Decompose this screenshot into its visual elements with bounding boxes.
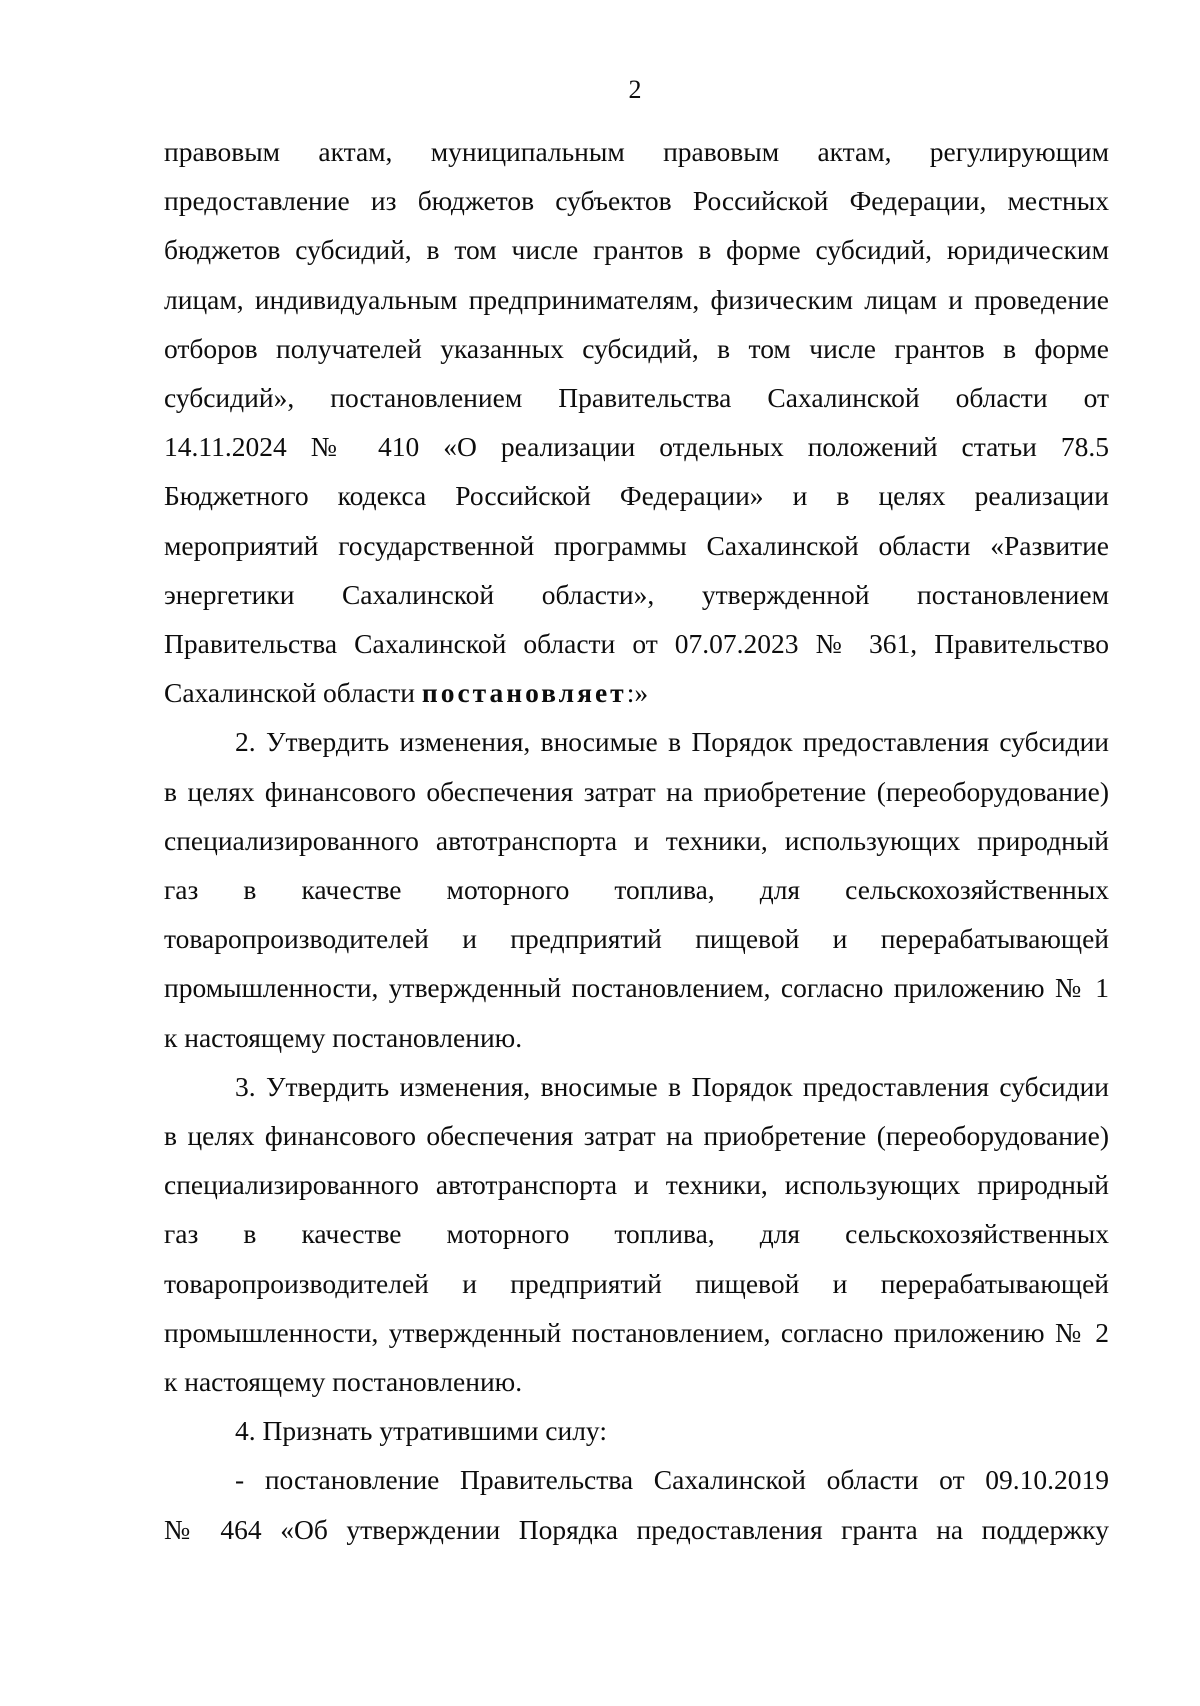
text-line [164, 963, 1109, 1012]
line-text: субсидий», постановлением Правительства Сахалинской области от [164, 382, 1109, 414]
text-line [164, 1357, 1109, 1406]
line-text: в целях финансового обеспечения затрат на приобретение (переоборудование) [164, 775, 1109, 807]
line-text: специализированного автотранспорта и техники, использующих природный [164, 824, 1109, 856]
text-line [164, 816, 1109, 865]
document-body [164, 127, 1109, 1554]
text-line [164, 373, 1109, 422]
line-text: правовым актам, муниципальным правовым актам, регулирующим [164, 136, 1109, 167]
emphasized-word: постановляет [421, 677, 627, 709]
text-line [164, 176, 1109, 225]
text-line [164, 1062, 1109, 1111]
page-number: 2 [628, 75, 642, 104]
text-line [164, 570, 1109, 619]
line-text: энергетики Сахалинской области», утвержденной постановлением [164, 578, 1109, 610]
line-text: лицам, индивидуальным предпринимателям, физическим лицам и проведение [164, 283, 1109, 315]
text-line [164, 619, 1109, 668]
line-text: промышленности, утвержденный постановлением, согласно приложению № 2 [164, 1316, 1109, 1348]
text-line [164, 521, 1109, 570]
line-text: промышленности, утвержденный постановлением, согласно приложению № 1 [164, 972, 1109, 1004]
line-text: предоставление из бюджетов субъектов Российской Федерации, местных [164, 185, 1109, 217]
text-line [164, 1111, 1109, 1160]
text-line [164, 1455, 1109, 1504]
line-text: Сахалинской области [164, 677, 422, 709]
text-line [164, 471, 1109, 520]
line-text: газ в качестве моторного топлива, для сельскохозяйственных [164, 874, 1109, 906]
line-text: к настоящему постановлению. [164, 1021, 523, 1053]
line-text: 14.11.2024 № 410 «О реализации отдельных положений статьи 78.5 [164, 431, 1109, 463]
text-line [164, 1505, 1109, 1554]
text-line [164, 127, 1109, 176]
text-line [164, 668, 1109, 717]
text-line [164, 275, 1109, 324]
line-text: 3. Утвердить изменения, вносимые в Порядок предоставления субсидии [235, 1070, 1109, 1102]
line-text: 2. Утвердить изменения, вносимые в Порядок предоставления субсидии [235, 726, 1109, 758]
text-line [164, 1308, 1109, 1357]
text-line [164, 914, 1109, 963]
text-line [164, 1259, 1109, 1308]
text-line [164, 717, 1109, 766]
text-line [164, 767, 1109, 816]
text-line [164, 1013, 1109, 1062]
text-line [164, 324, 1109, 373]
line-text: товаропроизводителей и предприятий пищевой и перерабатывающей [164, 923, 1109, 955]
text-line [164, 1406, 1109, 1455]
text-line [164, 422, 1109, 471]
text-line [164, 1160, 1109, 1209]
line-text-tail: :» [626, 677, 649, 709]
line-text: отборов получателей указанных субсидий, в том числе грантов в форме [164, 332, 1109, 364]
line-text: мероприятий государственной программы Сахалинской области «Развитие [164, 529, 1109, 561]
line-text: в целях финансового обеспечения затрат на приобретение (переоборудование) [164, 1120, 1109, 1152]
line-text: 4. Признать утратившими силу: [235, 1415, 607, 1447]
text-line [164, 865, 1109, 914]
line-text: к настоящему постановлению. [164, 1366, 523, 1398]
line-text: Правительства Сахалинской области от 07.07.2023 № 361, Правительство [164, 628, 1109, 660]
line-text: товаропроизводителей и предприятий пищевой и перерабатывающей [164, 1267, 1109, 1299]
line-text: специализированного автотранспорта и техники, использующих природный [164, 1169, 1109, 1201]
line-text: № 464 «Об утверждении Порядка предоставления гранта на поддержку [164, 1513, 1109, 1545]
line-text: - постановление Правительства Сахалинской области от 09.10.2019 [235, 1464, 1109, 1496]
line-text: бюджетов субсидий, в том числе грантов в форме субсидий, юридическим [164, 234, 1109, 266]
line-text: Бюджетного кодекса Российской Федерации» и в целях реализации [164, 480, 1109, 512]
text-line [164, 1209, 1109, 1258]
text-line [164, 225, 1109, 274]
line-text: газ в качестве моторного топлива, для сельскохозяйственных [164, 1218, 1109, 1250]
